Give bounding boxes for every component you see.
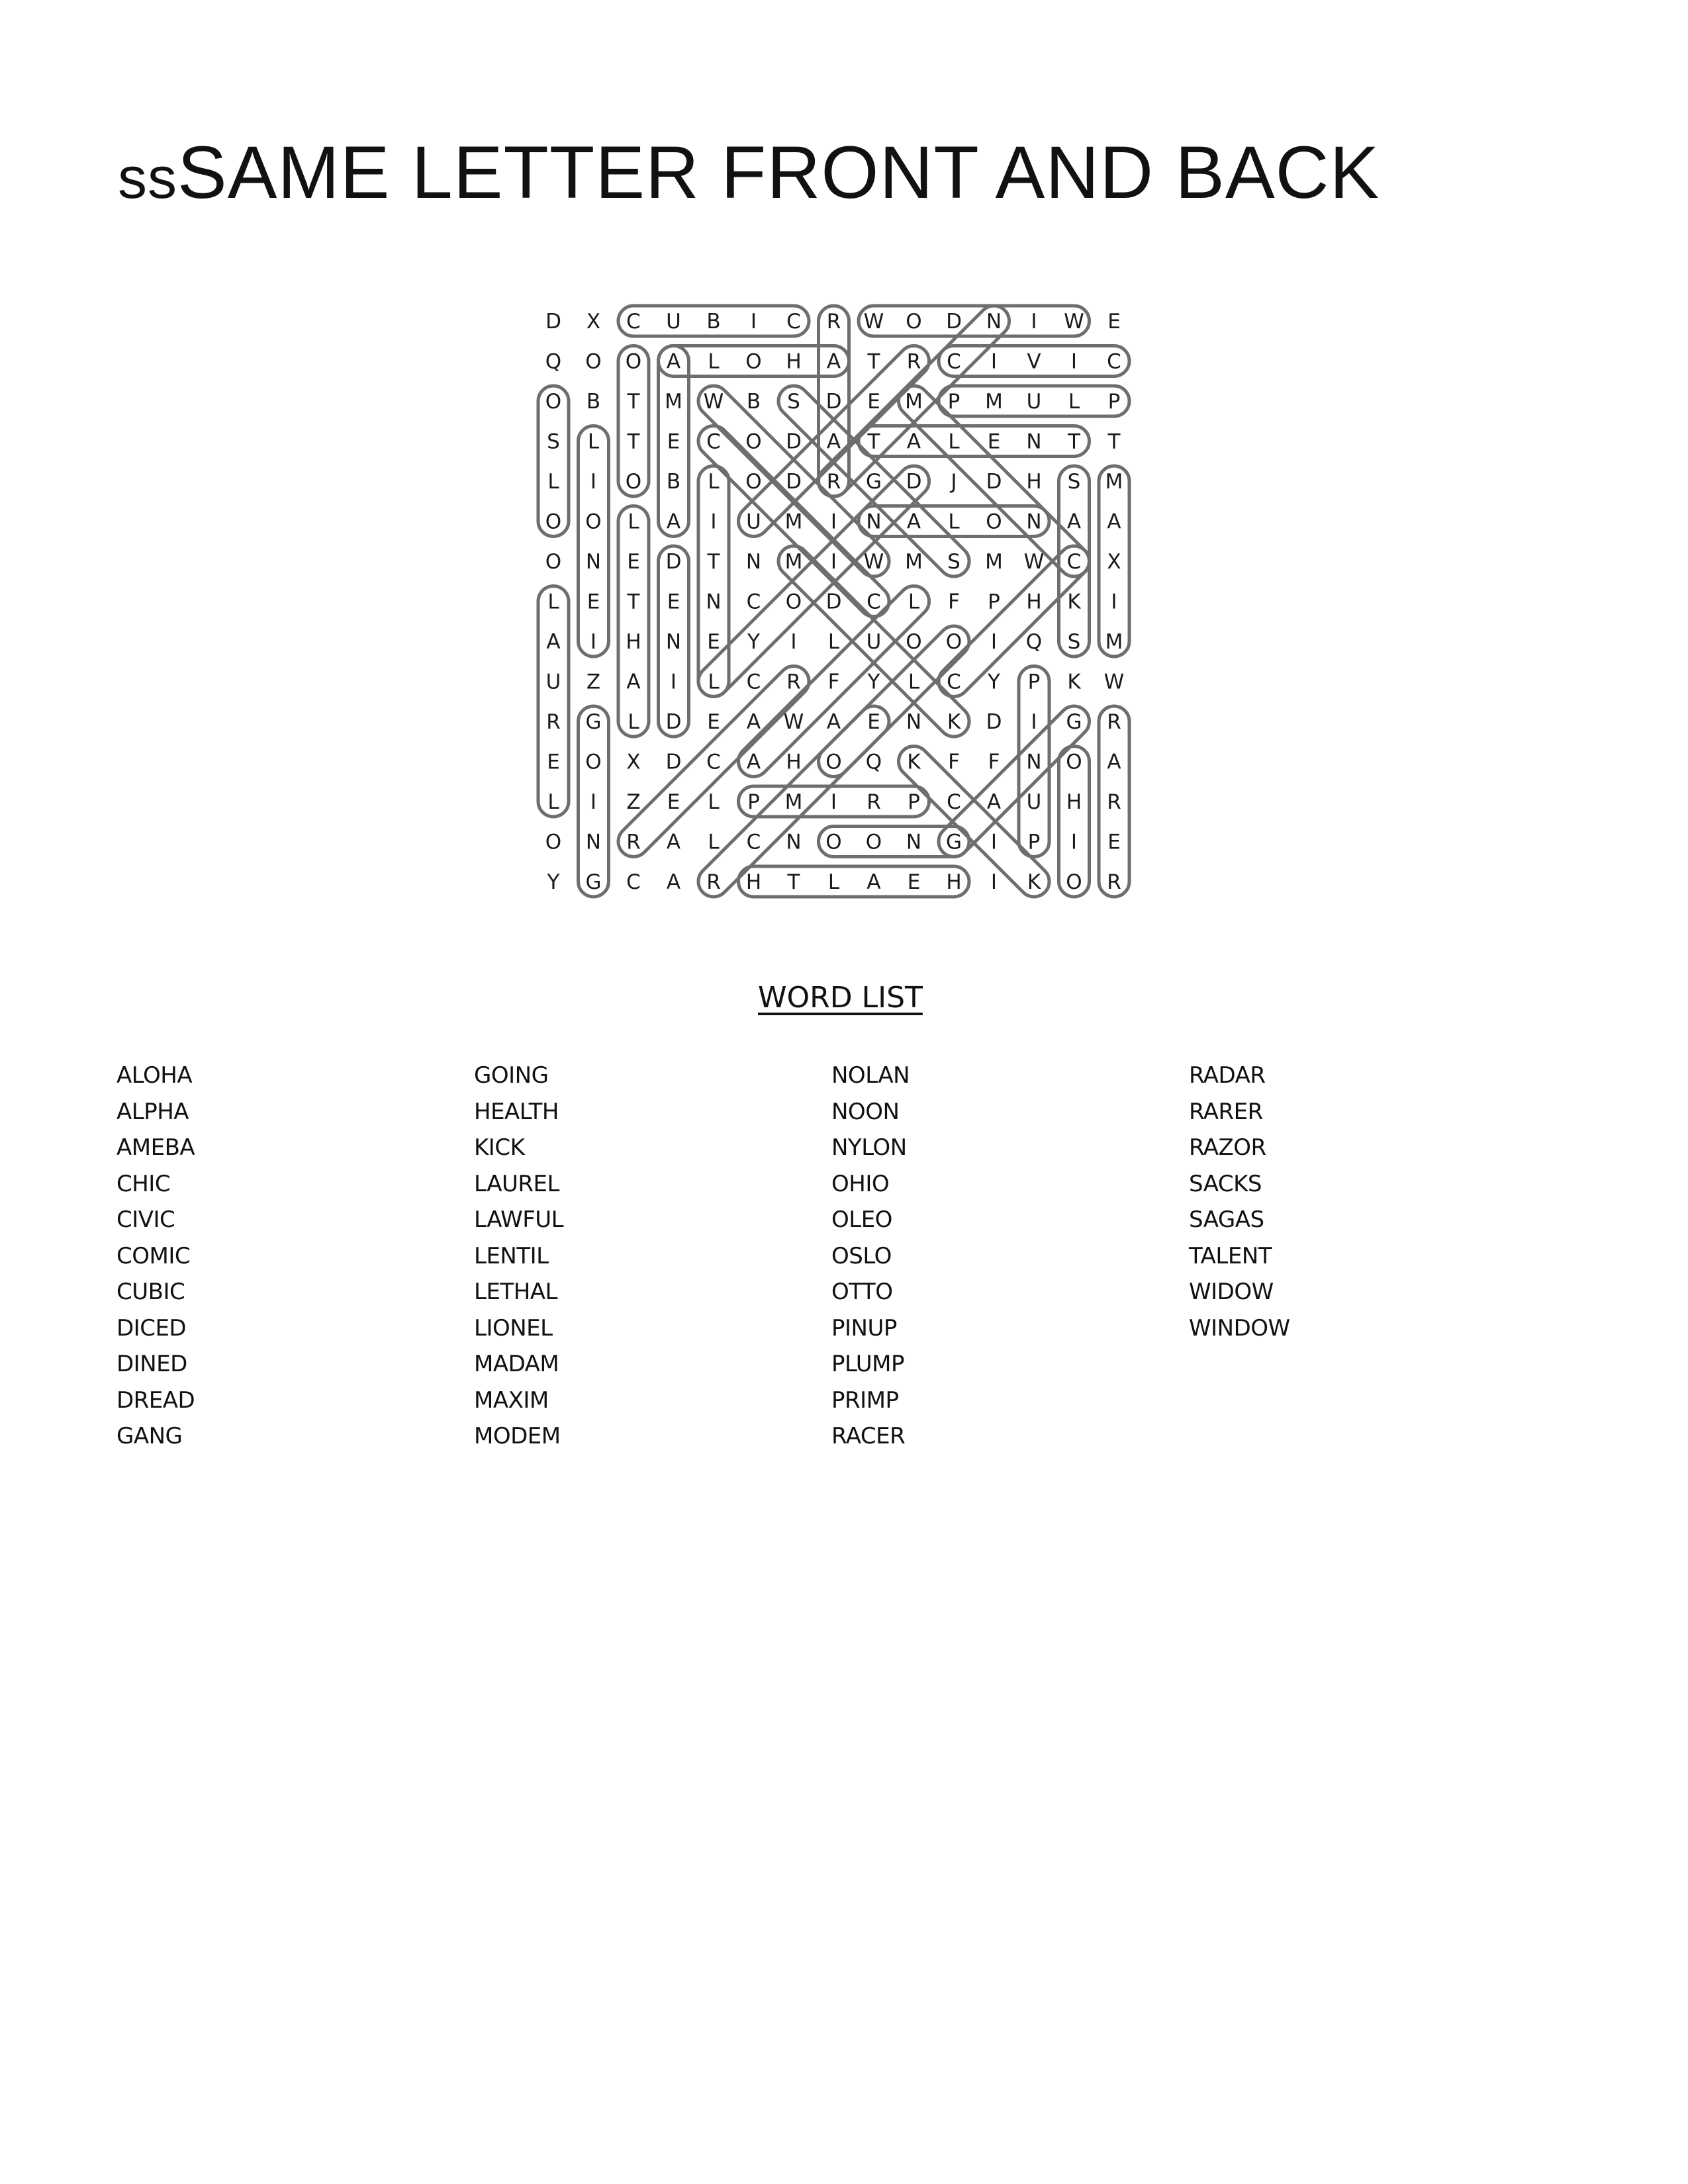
- grid-letter: C: [746, 670, 761, 694]
- word-list-item: GANG: [117, 1423, 183, 1449]
- grid-letter: C: [626, 310, 641, 334]
- word-list-item: MAXIM: [474, 1387, 549, 1414]
- grid-letter: M: [905, 550, 923, 574]
- grid-letter: O: [986, 510, 1002, 534]
- grid-letter: I: [990, 830, 998, 854]
- grid-letter: V: [1027, 349, 1041, 374]
- word-list-item: CHIC: [117, 1170, 171, 1197]
- grid-letter: D: [786, 470, 802, 494]
- grid-letter: W: [703, 390, 724, 414]
- grid-letter: R: [546, 710, 561, 734]
- grid-letter: I: [590, 630, 597, 654]
- word-list-item: SAGAS: [1189, 1206, 1264, 1233]
- grid-letter: M: [1105, 470, 1123, 494]
- grid-letter: R: [826, 470, 841, 494]
- grid-letter: Z: [626, 790, 641, 814]
- grid-letter: D: [946, 310, 962, 334]
- grid-letter: B: [746, 390, 761, 414]
- grid-letter: L: [908, 670, 920, 694]
- grid-letter: O: [625, 470, 642, 494]
- word-list-heading: WORD LIST: [758, 981, 923, 1015]
- grid-letter: N: [906, 710, 922, 734]
- grid-letter: L: [547, 590, 559, 614]
- grid-letter: O: [906, 630, 922, 654]
- grid-letter: C: [947, 670, 961, 694]
- grid-letter: E: [667, 590, 680, 614]
- grid-letter: D: [825, 390, 842, 414]
- grid-letter: T: [787, 870, 800, 894]
- grid-letter: L: [708, 470, 720, 494]
- grid-letter: U: [866, 630, 882, 654]
- grid-letter: O: [585, 349, 602, 374]
- grid-letter: L: [948, 510, 960, 534]
- grid-letter: L: [827, 870, 840, 894]
- grid-letter: H: [786, 349, 802, 374]
- grid-letter: W: [783, 710, 804, 734]
- word-list-item: NOLAN: [831, 1062, 910, 1089]
- grid-letter: J: [951, 470, 957, 494]
- word-list-column-1: [117, 1058, 414, 1455]
- grid-letter: Y: [747, 630, 760, 654]
- grid-letter: I: [990, 630, 998, 654]
- grid-letter: G: [945, 830, 962, 854]
- grid-letter: F: [948, 590, 960, 614]
- grid-letter: U: [746, 510, 761, 534]
- grid-letter: I: [1070, 830, 1078, 854]
- grid-letter: P: [988, 590, 1000, 614]
- grid-letter: M: [784, 550, 803, 574]
- grid-letter: W: [863, 550, 884, 574]
- word-list-item: TALENT: [1189, 1242, 1272, 1269]
- grid-letter: C: [746, 590, 761, 614]
- found-word-loop: [538, 586, 569, 817]
- grid-letter: R: [826, 310, 841, 334]
- grid-letter: A: [906, 510, 921, 534]
- word-list-item: DINED: [117, 1351, 187, 1377]
- grid-letter: K: [1027, 870, 1041, 894]
- grid-letter: W: [1023, 550, 1045, 574]
- grid-letter: S: [1067, 630, 1081, 654]
- grid-letter: E: [547, 750, 560, 774]
- grid-letter: I: [710, 510, 717, 534]
- grid-letter: N: [745, 550, 762, 574]
- grid-letter: I: [1070, 349, 1078, 374]
- grid-letter: S: [1067, 470, 1081, 494]
- grid-letter: O: [825, 830, 842, 854]
- grid-letter: I: [830, 550, 837, 574]
- word-list-item: RACER: [831, 1423, 906, 1449]
- grid-letter: O: [945, 630, 962, 654]
- grid-letter: R: [786, 670, 801, 694]
- word-list-item: RAZOR: [1189, 1134, 1266, 1161]
- grid-letter: O: [625, 349, 642, 374]
- grid-letter: L: [547, 470, 559, 494]
- grid-letter: L: [547, 790, 559, 814]
- word-list-column-4: [1189, 1058, 1487, 1346]
- grid-letter: D: [906, 470, 922, 494]
- grid-letter: Y: [988, 670, 1000, 694]
- grid-letter: R: [867, 790, 881, 814]
- grid-letter: L: [827, 630, 840, 654]
- grid-letter: U: [1026, 790, 1042, 814]
- grid-letter: C: [1107, 349, 1121, 374]
- grid-letter: O: [585, 510, 602, 534]
- grid-letter: E: [667, 790, 680, 814]
- grid-letter: S: [947, 550, 961, 574]
- word-list-item: OLEO: [831, 1206, 892, 1233]
- grid-letter: E: [867, 710, 880, 734]
- grid-letter: X: [1107, 550, 1121, 574]
- grid-letter: H: [1026, 470, 1042, 494]
- word-list-item: NOON: [831, 1098, 900, 1125]
- grid-letter: A: [626, 670, 641, 694]
- word-list-item: CUBIC: [117, 1279, 185, 1305]
- word-list-item: LAWFUL: [474, 1206, 564, 1233]
- grid-letter: N: [906, 830, 922, 854]
- word-list-item: CIVIC: [117, 1206, 175, 1233]
- grid-letter: Y: [547, 870, 560, 894]
- word-list-item: SACKS: [1189, 1170, 1262, 1197]
- grid-letter: O: [545, 390, 562, 414]
- grid-letter: E: [907, 870, 921, 894]
- grid-letter: I: [750, 310, 757, 334]
- grid-letter: W: [1064, 310, 1084, 334]
- grid-letter: K: [907, 750, 921, 774]
- grid-letter: N: [866, 510, 882, 534]
- word-list-item: ALPHA: [117, 1098, 189, 1125]
- grid-letter: D: [825, 590, 842, 614]
- grid-letter: A: [826, 430, 841, 454]
- grid-letter: A: [826, 349, 841, 374]
- grid-letter: B: [666, 470, 681, 494]
- grid-letter: O: [545, 510, 562, 534]
- grid-svg: [530, 295, 1139, 910]
- grid-letter: D: [665, 550, 682, 574]
- word-list-column-2: [474, 1058, 772, 1455]
- word-list-item: LETHAL: [474, 1279, 557, 1305]
- grid-letter: C: [947, 349, 961, 374]
- grid-letter: R: [706, 870, 721, 894]
- word-list-item: WINDOW: [1189, 1314, 1290, 1342]
- grid-letter: L: [708, 830, 720, 854]
- word-search-grid: [530, 295, 1139, 910]
- grid-letter: M: [784, 510, 803, 534]
- word-list-item: ALOHA: [117, 1062, 193, 1089]
- grid-letter: I: [990, 870, 998, 894]
- title-prefix: ss: [118, 145, 177, 210]
- grid-letter: F: [988, 750, 1000, 774]
- grid-letter: P: [1027, 670, 1041, 694]
- grid-letter: O: [785, 590, 802, 614]
- grid-letter: E: [1107, 830, 1121, 854]
- grid-letter: L: [948, 430, 960, 454]
- grid-letter: I: [1111, 590, 1117, 614]
- word-list-item: MODEM: [474, 1423, 561, 1449]
- grid-letter: C: [947, 790, 961, 814]
- grid-letter: E: [667, 430, 680, 454]
- grid-letter: A: [867, 870, 881, 894]
- grid-letter: G: [1066, 710, 1082, 734]
- grid-letter: I: [830, 790, 837, 814]
- grid-letter: L: [708, 670, 720, 694]
- grid-letter: D: [786, 430, 802, 454]
- grid-letter: L: [628, 710, 639, 734]
- word-list-item: PRIMP: [831, 1387, 899, 1414]
- grid-letter: G: [865, 470, 882, 494]
- grid-letter: E: [586, 590, 600, 614]
- grid-letter: R: [906, 349, 921, 374]
- grid-letter: O: [745, 470, 762, 494]
- grid-letter: F: [948, 750, 960, 774]
- grid-letter: E: [627, 550, 640, 574]
- word-list-item: OTTO: [831, 1279, 893, 1305]
- grid-letter: P: [747, 790, 760, 814]
- grid-letter: A: [986, 790, 1002, 814]
- grid-letter: C: [786, 310, 801, 334]
- grid-letter: D: [665, 750, 682, 774]
- grid-letter: N: [1026, 750, 1042, 774]
- grid-letter: I: [590, 790, 597, 814]
- grid-letter: E: [707, 630, 720, 654]
- grid-letter: T: [627, 430, 640, 454]
- grid-letter: P: [947, 390, 961, 414]
- grid-letter: A: [1107, 750, 1121, 774]
- grid-letter: N: [1026, 510, 1042, 534]
- grid-letter: G: [585, 710, 602, 734]
- grid-letter: K: [1067, 670, 1081, 694]
- grid-letter: M: [905, 390, 923, 414]
- grid-letter: M: [1105, 630, 1123, 654]
- grid-letter: B: [706, 310, 721, 334]
- word-list-item: GOING: [474, 1062, 549, 1089]
- grid-letter: C: [746, 830, 761, 854]
- grid-letter: I: [1031, 710, 1037, 734]
- word-list-item: OHIO: [831, 1170, 890, 1197]
- grid-letter: Q: [545, 349, 562, 374]
- grid-letter: M: [665, 390, 682, 414]
- grid-letter: D: [665, 710, 682, 734]
- grid-letter: W: [863, 310, 884, 334]
- grid-letter: H: [786, 750, 802, 774]
- grid-letter: E: [867, 390, 880, 414]
- word-list-item: HEALTH: [474, 1098, 559, 1125]
- grid-letter: O: [745, 349, 762, 374]
- grid-letter: U: [1026, 390, 1042, 414]
- grid-letters: [545, 310, 1125, 894]
- grid-letter: Q: [1025, 630, 1043, 654]
- grid-letter: S: [547, 430, 560, 454]
- grid-letter: X: [586, 310, 601, 334]
- grid-letter: A: [746, 750, 761, 774]
- word-list-item: OSLO: [831, 1242, 892, 1269]
- grid-letter: T: [1107, 430, 1121, 454]
- grid-letter: E: [987, 430, 1001, 454]
- grid-letter: T: [867, 349, 880, 374]
- grid-letter: L: [708, 349, 720, 374]
- word-list-item: AMEBA: [117, 1134, 195, 1161]
- grid-letter: H: [1066, 790, 1082, 814]
- word-list-item: PLUMP: [831, 1351, 904, 1377]
- word-list-item: KICK: [474, 1134, 525, 1161]
- grid-letter: M: [985, 550, 1003, 574]
- grid-letter: R: [626, 830, 641, 854]
- grid-letter: P: [1107, 390, 1121, 414]
- grid-letter: O: [545, 550, 562, 574]
- word-list-item: NYLON: [831, 1134, 907, 1161]
- grid-letter: D: [986, 470, 1002, 494]
- grid-letter: X: [626, 750, 641, 774]
- grid-letter: T: [707, 550, 720, 574]
- grid-letter: N: [786, 830, 802, 854]
- grid-letter: G: [585, 870, 602, 894]
- grid-letter: N: [585, 550, 602, 574]
- word-list-item: RARER: [1189, 1098, 1263, 1125]
- grid-letter: E: [707, 710, 720, 734]
- grid-letter: Y: [867, 670, 880, 694]
- grid-letter: O: [1066, 870, 1082, 894]
- grid-letter: L: [908, 590, 920, 614]
- grid-letter: L: [1068, 390, 1080, 414]
- grid-letter: C: [626, 870, 641, 894]
- grid-letter: D: [545, 310, 561, 334]
- grid-letter: L: [708, 790, 720, 814]
- grid-letter: R: [1107, 790, 1121, 814]
- grid-letter: R: [1107, 710, 1121, 734]
- title-main: SAME LETTER FRONT AND BACK: [177, 131, 1380, 214]
- grid-letter: I: [790, 630, 797, 654]
- grid-letter: R: [1107, 870, 1121, 894]
- grid-letter: M: [784, 790, 803, 814]
- grid-letter: W: [1103, 670, 1125, 694]
- word-list-item: COMIC: [117, 1242, 191, 1269]
- grid-letter: H: [946, 870, 962, 894]
- grid-letter: P: [1027, 830, 1041, 854]
- grid-letter: I: [990, 349, 998, 374]
- grid-letter: H: [626, 630, 641, 654]
- grid-letter: N: [986, 310, 1002, 334]
- grid-letter: C: [706, 430, 721, 454]
- grid-letter: A: [746, 710, 761, 734]
- grid-letter: O: [1066, 750, 1082, 774]
- grid-letter: L: [587, 430, 600, 454]
- grid-letter: A: [906, 430, 921, 454]
- found-word-loop: [739, 866, 970, 897]
- grid-letter: N: [665, 630, 682, 654]
- found-word-loop: [579, 426, 609, 657]
- found-word-loop: [618, 506, 649, 737]
- grid-letter: N: [585, 830, 602, 854]
- grid-letter: A: [1066, 510, 1082, 534]
- grid-letter: C: [867, 590, 881, 614]
- word-list-item: DICED: [117, 1314, 187, 1342]
- grid-letter: A: [666, 870, 681, 894]
- grid-letter: K: [1067, 590, 1081, 614]
- word-list-item: PINUP: [831, 1314, 897, 1342]
- grid-letter: I: [670, 670, 677, 694]
- grid-letter: L: [628, 510, 639, 534]
- grid-letter: O: [745, 430, 762, 454]
- grid-letter: O: [865, 830, 882, 854]
- grid-letter: I: [830, 510, 837, 534]
- grid-letter: A: [546, 630, 561, 654]
- grid-letter: T: [627, 390, 640, 414]
- grid-letter: C: [1066, 550, 1082, 574]
- grid-letter: H: [745, 870, 762, 894]
- word-list-column-3: [831, 1058, 1129, 1455]
- word-list-item: LIONEL: [474, 1314, 553, 1342]
- grid-letter: U: [545, 670, 561, 694]
- grid-letter: H: [1026, 590, 1042, 614]
- word-list-item: WIDOW: [1189, 1279, 1274, 1305]
- grid-letter: C: [706, 750, 721, 774]
- grid-letter: A: [826, 710, 841, 734]
- grid-letter: Q: [865, 750, 882, 774]
- page-title: [118, 130, 1380, 215]
- grid-letter: U: [666, 310, 681, 334]
- grid-letter: P: [908, 790, 920, 814]
- grid-letter: O: [585, 750, 602, 774]
- grid-letter: O: [825, 750, 842, 774]
- grid-letter: O: [906, 310, 922, 334]
- grid-letter: N: [706, 590, 722, 614]
- grid-letter: F: [827, 670, 840, 694]
- word-list-item: MADAM: [474, 1351, 559, 1377]
- grid-letter: E: [1107, 310, 1121, 334]
- grid-letter: T: [1068, 430, 1080, 454]
- grid-letter: N: [1026, 430, 1042, 454]
- grid-letter: D: [986, 710, 1002, 734]
- grid-letter: B: [586, 390, 601, 414]
- grid-letter: A: [666, 349, 681, 374]
- grid-letter: M: [985, 390, 1003, 414]
- grid-letter: K: [947, 710, 961, 734]
- word-list-item: LENTIL: [474, 1242, 549, 1269]
- grid-letter: A: [1107, 510, 1121, 534]
- grid-letter: T: [627, 590, 640, 614]
- grid-letter: T: [867, 430, 880, 454]
- grid-letter: O: [545, 830, 562, 854]
- word-list-item: RADAR: [1189, 1062, 1266, 1089]
- grid-letter: I: [590, 470, 597, 494]
- grid-letter: Z: [586, 670, 601, 694]
- word-list-item: DREAD: [117, 1387, 195, 1414]
- grid-letter: I: [1031, 310, 1037, 334]
- word-list-item: LAUREL: [474, 1170, 559, 1197]
- grid-letter: A: [666, 510, 681, 534]
- grid-letter: A: [666, 830, 681, 854]
- grid-letter: S: [787, 390, 800, 414]
